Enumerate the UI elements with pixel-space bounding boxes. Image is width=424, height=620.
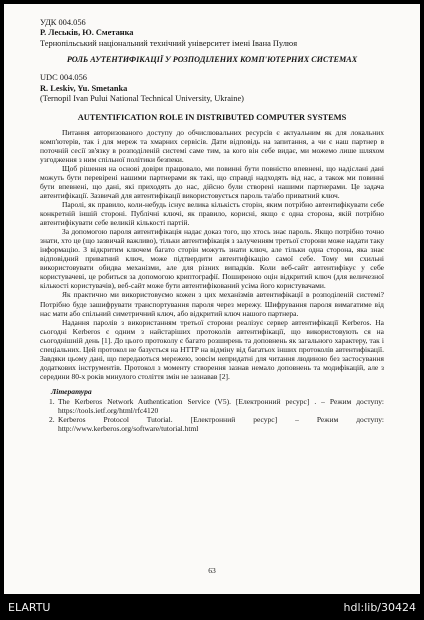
affiliation-ukr: Тернопільський національний технічний університет імені Івана Пулюя [40,38,298,48]
page-number: 63 [208,566,216,575]
footer-handle-label: hdl:lib/30424 [343,601,416,614]
reference-text: The Kerberos Network Authentication Service (V5). [Електронний ресурс] . – Режим доступу: https://tools.ietf.org/html/rfc4120 [58,396,384,415]
footer-bar [0,598,424,620]
title-ukr: РОЛЬ АУТЕНТИФІКАЦІЇ У РОЗПОДІЛЕНИХ КОМП'ЮТЕРНИХ СИСТЕМАХ [66,55,358,65]
affiliation-eng: (Ternopil Ivan Pului National Technical University, Ukraine) [40,94,244,104]
authors-eng: R. Leskiv, Yu. Smetanka [40,83,128,93]
reference-number: 1. [49,396,55,406]
references-list [40,397,384,433]
paragraph: Як практично ми використовуємо кожен з цих механізмів автентифікації в розподіленій системі? Потрібно буде зашифрувати транспортування пароля через мережу. Шифрування пароля вимагатиме від нас мати або спільний симетричний ключ, або відкритий ключ нашого партнера. [40,290,384,318]
paragraph: Надання паролів з використанням третьої сторони реалізує сервер автентифікації Kerberos. На сьогодні Kerberos є одним з найстаріших протоколів автентифікації, що використовують ся на сьогоднішній день [1]. До цього протоколу є багато розширень та доповнень як загального характеру, так і спеціальних. Цей протокол не базується на HTTP на відміну від багатьох інших протоколів автентифікації. Завдяки цьому дані, що передаються мережею, зовсім непридатні для читання людиною без застосування додаткових інструментів. Протокол з моменту створення зазнав немало доповнень та модифікацій, але з середини 80-х років минулого століття змін не зазнавав [2]. [40,317,384,381]
reference-number: 2. [49,415,55,425]
footer-repository-label: ELARTU [8,601,51,614]
udc-eng: UDC 004.056 [40,73,87,83]
paragraph: Щоб рішення на основі довіри працювало, ми повинні бути повністю впевнені, що надіслані дані можуть бути перевірені нашими партнерами як такі, що справді надходять від нас, а також ми повинні бути впевнені, що дані, які приходять до нас, дійсно були створені нашими партнерами. Це задача автентифікації. Зазвичай для автентифікації використовується пароль та/або приватний ключ. [40,163,384,200]
paragraph: За допомогою пароля автентифікація надає доказ того, що хтось знає пароль. Якщо потрібно точно знати, хто це (що зазвичай важливо), тільки автентифікація з залученням третьої сторони може надати таку інформацію. З відкритим ключем багато сторін можуть знати ключ, але тільки одна сторона, яка знає відповідний приватний ключ, може підтвердити автентифікацію самої себе. Тому ми схильні використовувати обидва механізми, але для різних випадків. Коли веб-сайт автентифікує у себе користувачеві, це робиться за допомогою криптографії. Поширеною оцін відкритий ключ (для величезної кількості користувачів), веб-сайт може бути автентифікований усіма його користувачами. [40,227,384,291]
references-title: Література [51,386,92,396]
document-page [4,4,420,594]
article-body [40,128,384,381]
title-eng: AUTENTIFICATION ROLE IN DISTRIBUTED COMPUTER SYSTEMS [77,112,347,122]
authors-ukr: Р. Леськів, Ю. Сметанка [40,28,134,38]
paragraph: Питання авторизованого доступу до обчислювальних ресурсів є актуальним як для локальних комп'ютерів, так і для мереж та хмарних сервісів. Дати відповідь на запитання, а чи є наш партнер в поточній сесії зв'язку в розподіленій системі саме тим, за кого він себе видає, ми можемо лише шляхом узгодження з ним спільної політики безпеки. [40,127,384,164]
paragraph: Паролі, як правило, коли-небудь існує велика кількість сторін, яким потрібно автентифікувати себе конкретній іншій стороні. Публічні ключі, як правило, корисні, якщо є одна сторона, якій потрібно автентифікувати себе великій кількості партій. [40,200,384,228]
reference-item [40,415,384,433]
reference-text: Kerberos Protocol Tutorial. [Електронний ресурс] – Режим доступу: http://www.kerberos.org/software/tutorial.html [58,415,384,434]
reference-item [40,397,384,415]
udc-ukr: УДК 004.056 [40,18,86,27]
